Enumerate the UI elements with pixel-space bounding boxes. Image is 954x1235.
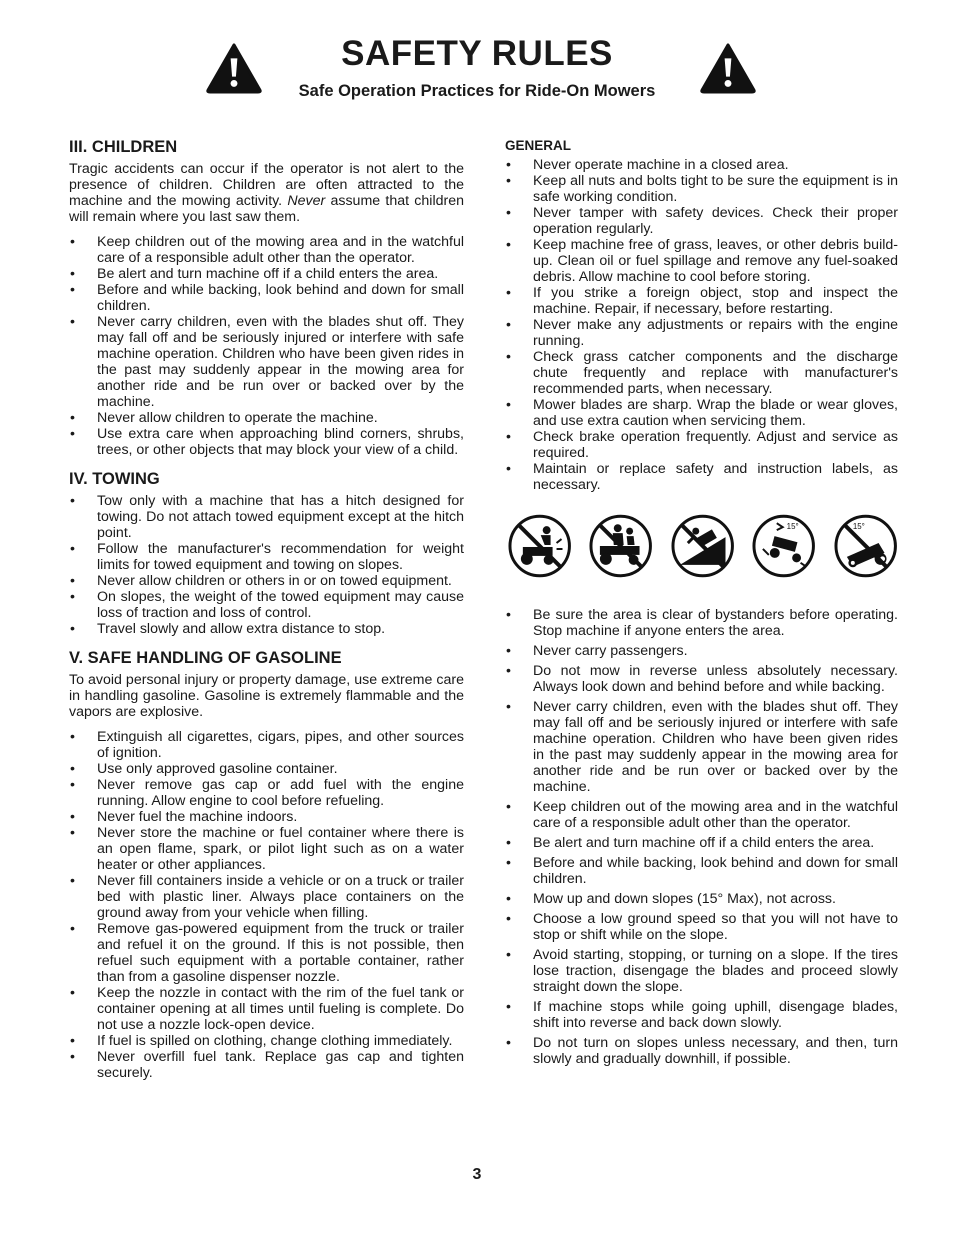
slope-limit-icon [751, 513, 816, 579]
left-column [69, 138, 464, 1093]
intro-text: assume that children will remain where you last saw them. [69, 193, 464, 225]
gasoline-intro: To avoid personal injury or property damage, use extreme care in handling gasoline. Gasoline is extremely flammable and the vapors are explosive. [69, 672, 464, 720]
list-item: • Never overfill fuel tank. Replace gas cap and tighten securely. [69, 1049, 464, 1081]
list-item: • Maintain or replace safety and instruction labels, as necessary. [505, 461, 898, 493]
list-item: • Never carry passengers. [505, 643, 898, 659]
no-bystanders-icon [507, 513, 572, 579]
no-mowing-in-reverse-icon [670, 513, 735, 579]
children-intro [69, 161, 464, 225]
list-item: • Be alert and turn machine off if a child enters the area. [505, 835, 898, 851]
list-item: • Mower blades are sharp. Wrap the blade or wear gloves, and use extra caution when servicing them. [505, 397, 898, 429]
list-item: • Mow up and down slopes (15° Max), not across. [505, 891, 898, 907]
gasoline-list [69, 729, 464, 1081]
page-number: 3 [472, 1166, 482, 1183]
list-item: • Extinguish all cigarettes, cigars, pipes, and other sources of ignition. [69, 729, 464, 761]
list-item: • Never allow children or others in or on towed equipment. [69, 573, 464, 589]
list-item: • Be sure the area is clear of bystanders before operating. Stop machine if anyone enters the area. [505, 607, 898, 639]
list-item: • If machine stops while going uphill, disengage blades, shift into reverse and back down slowly. [505, 999, 898, 1031]
list-item: • Never carry children, even with the blades shut off. They may fall off and be seriously injured or interfere with safe machine operation. Children who have been given rides in the past may suddenly appear in the mowing area for another ride and be run over or backed over by the machine. [69, 314, 464, 410]
list-item: • Never remove gas cap or add fuel with the engine running. Allow engine to cool before refueling. [69, 777, 464, 809]
list-item: • Before and while backing, look behind and down for small children. [69, 282, 464, 314]
list-item: • Check brake operation frequently. Adjust and service as required. [505, 429, 898, 461]
warning-triangle-icon [699, 42, 757, 94]
list-item: • Do not mow in reverse unless absolutely necessary. Always look down and behind before and while backing. [505, 663, 898, 695]
list-item: • Travel slowly and allow extra distance to stop. [69, 621, 464, 637]
no-turning-on-slopes-icon [833, 513, 898, 579]
list-item: • If you strike a foreign object, stop and inspect the machine. Repair, if necessary, before restarting. [505, 285, 898, 317]
page-title: SAFETY RULES [341, 34, 613, 73]
slope-angle-label: 15° [852, 522, 865, 532]
list-item: • Never fill containers inside a vehicle or on a truck or trailer bed with plastic liner. Always place containers on the ground away from your vehicle when filling. [69, 873, 464, 921]
gasoline-section [69, 649, 464, 1081]
general-heading: GENERAL [505, 138, 572, 153]
list-item: • Choose a low ground speed so that you will not have to stop or shift while on the slope. [505, 911, 898, 943]
no-passengers-icon [588, 513, 653, 579]
list-item: • Keep the nozzle in contact with the rim of the fuel tank or container opening at all times until fueling is complete. Do not use a nozzle lock-open device. [69, 985, 464, 1033]
list-item: • Never carry children, even with the blades shut off. They may fall off and be seriously injured or interfere with safe machine operation. Children who have been given rides in the past may suddenly appear in the mowing area for another ride and be run over or backed over by the machine. [505, 699, 898, 795]
list-item: • Remove gas-powered equipment from the truck or trailer and refuel it on the ground. If this is not possible, then refuel such equipment with a portable container, rather than from a gasoline dispenser nozzle. [69, 921, 464, 985]
children-section [69, 138, 464, 458]
list-item: • Never tamper with safety devices. Check their proper operation regularly. [505, 205, 898, 237]
general-section [505, 138, 898, 493]
safety-pictograms [507, 513, 898, 579]
operation-list [505, 607, 898, 1067]
list-item: • Follow the manufacturer's recommendation for weight limits for towed equipment and towing on slopes. [69, 541, 464, 573]
list-item: • Keep machine free of grass, leaves, or other debris build-up. Clean oil or fuel spillage and remove any fuel-soaked debris. Allow machine to cool before storing. [505, 237, 898, 285]
list-item: • Use only approved gasoline container. [69, 761, 464, 777]
list-item: • Never allow children to operate the machine. [69, 410, 464, 426]
towing-list [69, 493, 464, 637]
towing-section [69, 470, 464, 637]
list-item: • Tow only with a machine that has a hitch designed for towing. Do not attach towed equipment except at the hitch point. [69, 493, 464, 541]
children-list [69, 234, 464, 458]
intro-text: Tragic accidents can occur if the operator is not alert to the presence of children. Children are often attracted to the machine and the mowing activity. [69, 161, 464, 209]
list-item: • Never fuel the machine indoors. [69, 809, 464, 825]
list-item: • Keep children out of the mowing area and in the watchful care of a responsible adult other than the operator. [69, 234, 464, 266]
list-item: • On slopes, the weight of the towed equipment may cause loss of traction and loss of control. [69, 589, 464, 621]
page-subtitle: Safe Operation Practices for Ride-On Mowers [298, 82, 656, 100]
list-item: • Check grass catcher components and the discharge chute frequently and replace with manufacturer's recommended parts, when necessary. [505, 349, 898, 397]
intro-emphasis: Never [287, 193, 326, 209]
list-item: • Keep all nuts and bolts tight to be sure the equipment is in safe working condition. [505, 173, 898, 205]
list-item: • Never make any adjustments or repairs with the engine running. [505, 317, 898, 349]
general-list [505, 157, 898, 493]
list-item: • Before and while backing, look behind and down for small children. [505, 855, 898, 887]
list-item: • Never store the machine or fuel container where there is an open flame, spark, or pilot light such as on a water heater or other appliances. [69, 825, 464, 873]
list-item: • Keep children out of the mowing area and in the watchful care of a responsible adult other than the operator. [505, 799, 898, 831]
list-item: • Be alert and turn machine off if a child enters the area. [69, 266, 464, 282]
list-item: • If fuel is spilled on clothing, change clothing immediately. [69, 1033, 464, 1049]
towing-heading: IV. TOWING [69, 470, 160, 488]
operation-section [505, 607, 898, 1067]
slope-angle-label: 15° [786, 522, 799, 532]
list-item: • Do not turn on slopes unless necessary, and then, turn slowly and gradually downhill, if possible. [505, 1035, 898, 1067]
list-item: • Never operate machine in a closed area. [505, 157, 898, 173]
list-item: • Use extra care when approaching blind corners, shrubs, trees, or other objects that may block your view of a child. [69, 426, 464, 458]
page-header [0, 0, 954, 120]
right-column [505, 138, 898, 1077]
children-heading: III. CHILDREN [69, 138, 178, 156]
list-item: • Avoid starting, stopping, or turning on a slope. If the tires lose traction, disengage the blades and proceed slowly straight down the slope. [505, 947, 898, 995]
gasoline-heading: V. SAFE HANDLING OF GASOLINE [69, 649, 342, 667]
